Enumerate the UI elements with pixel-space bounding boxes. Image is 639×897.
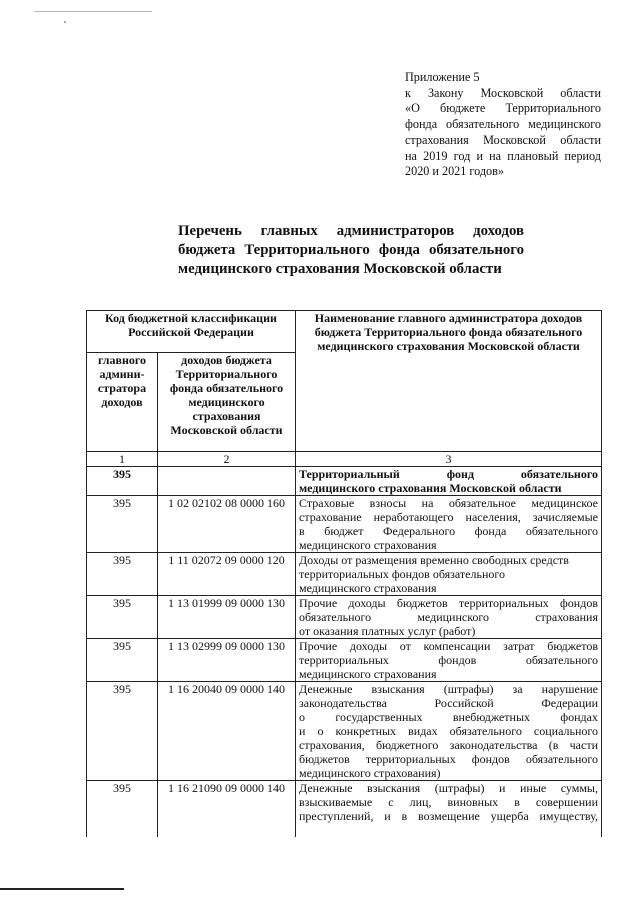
name-line: медицинского страхования [299,667,437,681]
document-title [178,222,524,279]
name-line: страхование неработающего населения, зачисляемые [299,510,598,524]
name-line: территориальных фондов обязательного [299,567,506,581]
name-line: законодательства Российской Федерации [299,696,598,710]
title-line: бюджета Территориального фонда обязательного [178,242,524,258]
name-line: Территориальный фонд обязательного [299,467,598,481]
income-code-cell: 1 13 02999 09 0000 130 [158,639,296,682]
name-line: в бюджет Федерального фонда обязательного [299,524,598,538]
administrators-table [86,310,602,837]
table-row [87,553,602,596]
name-cell [296,553,602,596]
appendix-note [405,70,601,180]
name-cell [296,682,602,781]
appendix-line: 2020 и 2021 годов» [405,164,504,179]
name-line: о государственных внебюджетных фондах [299,710,598,724]
scan-artifact-line [34,11,152,12]
name-line: Денежные взыскания (штрафы) и иные суммы, [299,781,598,795]
name-cell [296,467,602,496]
title-line: Перечень главных администраторов доходов [178,223,524,239]
table-row [87,467,602,496]
footer-rule [0,888,124,890]
income-code-cell [158,467,296,496]
admin-code-cell: 395 [87,682,158,781]
column-number: 1 [87,452,158,467]
admin-code-cell: 395 [87,467,158,496]
name-line: преступлений, и в возмещение ущерба имуществу, [299,809,598,823]
admin-code-cell: 395 [87,496,158,553]
appendix-line: к Закону Московской области [405,85,601,100]
name-line: Денежные взыскания (штрафы) за нарушение [299,682,598,696]
name-line: и о конкретных видах обязательного социального [299,724,598,738]
admin-code-cell: 395 [87,596,158,639]
name-line: медицинского страхования [299,538,437,552]
admin-code-cell: 395 [87,639,158,682]
admin-code-cell: 395 [87,553,158,596]
name-line: взыскиваемые с лиц, виновных в совершении [299,795,598,809]
income-code-cell: 1 13 01999 09 0000 130 [158,596,296,639]
admin-code-cell: 395 [87,781,158,838]
appendix-line: Приложение 5 [405,70,480,84]
name-line: Прочие доходы от компенсации затрат бюджетов [299,639,598,653]
table-row [87,682,602,781]
title-line: медицинского страхования Московской области [178,261,502,277]
name-cell [296,781,602,838]
column-number: 2 [158,452,296,467]
table-row [87,496,602,553]
name-line: бюджетов территориальных фондов обязательного [299,752,598,766]
appendix-line: «О бюджете Территориального [405,101,601,116]
name-line: Прочие доходы бюджетов территориальных фондов [299,596,598,610]
column-number: 3 [296,452,602,467]
header-administrator-code: главного админи-стратора доходов [87,353,158,452]
name-line: медицинского страхования) [299,766,441,780]
appendix-line: на 2019 год и на плановый период [405,148,601,163]
income-code-cell: 1 02 02102 08 0000 160 [158,496,296,553]
header-administrator-name: Наименование главного администратора доходов бюджета Территориального фонда обязательного медицинского страхования Московской области [296,311,602,452]
table-row [87,781,602,838]
income-code-cell: 1 11 02072 09 0000 120 [158,553,296,596]
scan-artifact-dot [64,21,66,23]
income-code-cell: 1 16 21090 09 0000 140 [158,781,296,838]
appendix-line: страхования Московской области [405,132,601,147]
name-line: Страховые взносы на обязательное медицинское [299,496,598,510]
name-line: Доходы от размещения временно свободных средств [299,553,569,567]
table-row [87,596,602,639]
table-row [87,639,602,682]
header-budget-code-group: Код бюджетной классификации Российской Федерации [87,311,296,353]
name-line: от оказания платных услуг (работ) [299,624,476,638]
name-line: обязательного медицинского страхования [299,610,598,624]
appendix-line: фонда обязательного медицинского [405,117,601,132]
name-line: страхования, бюджетного законодательства (в части [299,738,598,752]
name-cell [296,496,602,553]
name-cell [296,639,602,682]
name-line: медицинского страхования [299,581,437,595]
header-income-code: доходов бюджета Территориального фонда обязательного медицинского страхования Московской области [158,353,296,452]
name-line: территориальных фондов обязательного [299,653,598,667]
income-code-cell: 1 16 20040 09 0000 140 [158,682,296,781]
name-line: медицинского страхования Московской области [299,481,562,495]
name-cell [296,596,602,639]
